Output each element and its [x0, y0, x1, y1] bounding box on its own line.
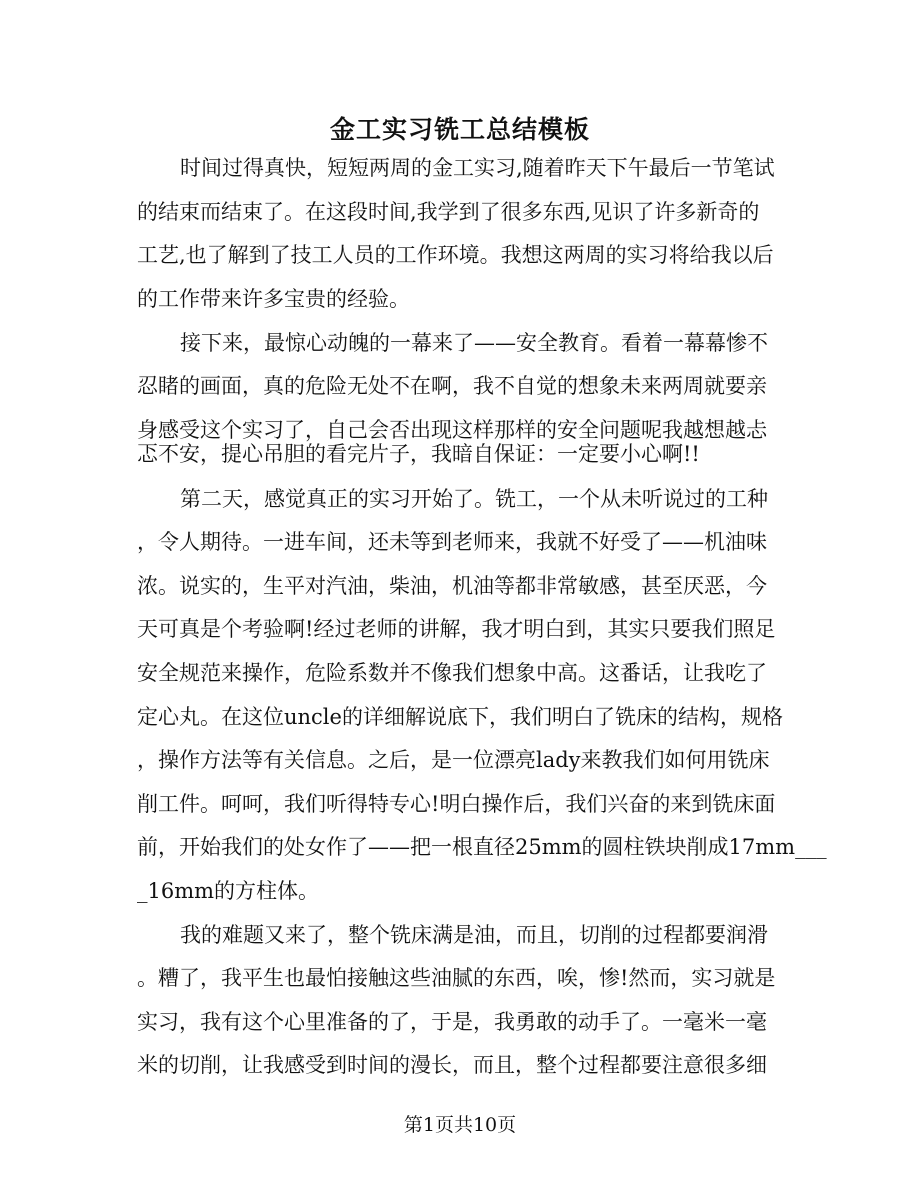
text-line: 工艺,也了解到了技工人员的工作环境。我想这两周的实习将给我以后: [137, 243, 774, 267]
text-line: 第二天，感觉真正的实习开始了。铣工，一个从未听说过的工种: [180, 487, 768, 511]
text-line: 。糟了，我平生也最怕接触这些油腻的东西，唉，惨!然而，实习就是: [137, 966, 776, 990]
text-line: 天可真是个考验啊!经过老师的讲解，我才明白到，其实只要我们照足: [137, 617, 776, 641]
text-line: 浓。说实的，生平对汽油，柴油，机油等都非常敏感，甚至厌恶，今: [137, 574, 767, 598]
text-line: 我的难题又来了，整个铣床满是油，而且，切削的过程都要润滑: [180, 923, 768, 947]
text-line: _16mm的方柱体。: [137, 879, 320, 903]
text-line: ，操作方法等有关信息。之后，是一位漂亮lady来教我们如何用铣床: [137, 748, 770, 772]
text-line: 接下来，最惊心动魄的一幕来了——安全教育。看着一幕幕惨不: [180, 331, 768, 355]
text-line: 削工件。呵呵，我们听得特专心!明白操作后，我们兴奋的来到铣床面: [137, 792, 776, 816]
text-line: 时间过得真快，短短两周的金工实习,随着昨天下午最后一节笔试: [180, 156, 775, 180]
text-line: ，令人期待。一进车间，还未等到老师来，我就不好受了——机油味: [137, 530, 767, 554]
text-line: 忍睹的画面，真的危险无处不在啊，我不自觉的想象未来两周就要亲: [137, 374, 767, 398]
document-title: 金工实习铣工总结模板: [329, 115, 590, 144]
text-line: 定心丸。在这位uncle的详细解说底下，我们明白了铣床的结构，规格: [137, 705, 783, 729]
text-line: 安全规范来操作，危险系数并不像我们想象中高。这番话，让我吃了: [137, 661, 767, 685]
page-indicator: 第1页共10页: [403, 1114, 517, 1136]
text-line: 米的切削，让我感受到时间的漫长，而且，整个过程都要注意很多细: [137, 1053, 767, 1077]
text-line: 实习，我有这个心里准备的了，于是，我勇敢的动手了。一毫米一毫: [137, 1010, 767, 1034]
text-line: 的工作带来许多宝贵的经验。: [137, 287, 410, 311]
text-line: 忑不安，提心吊胆的看完片子，我暗自保证：一定要小心啊!!: [137, 442, 700, 466]
text-line: 身感受这个实习了，自己会否出现这样那样的安全问题呢我越想越忐: [137, 418, 767, 442]
text-line: 前，开始我们的处女作了——把一根直径25mm的圆柱铁块削成17mm___: [137, 835, 827, 859]
text-line: 的结束而结束了。在这段时间,我学到了很多东西,见识了许多新奇的: [137, 200, 760, 224]
